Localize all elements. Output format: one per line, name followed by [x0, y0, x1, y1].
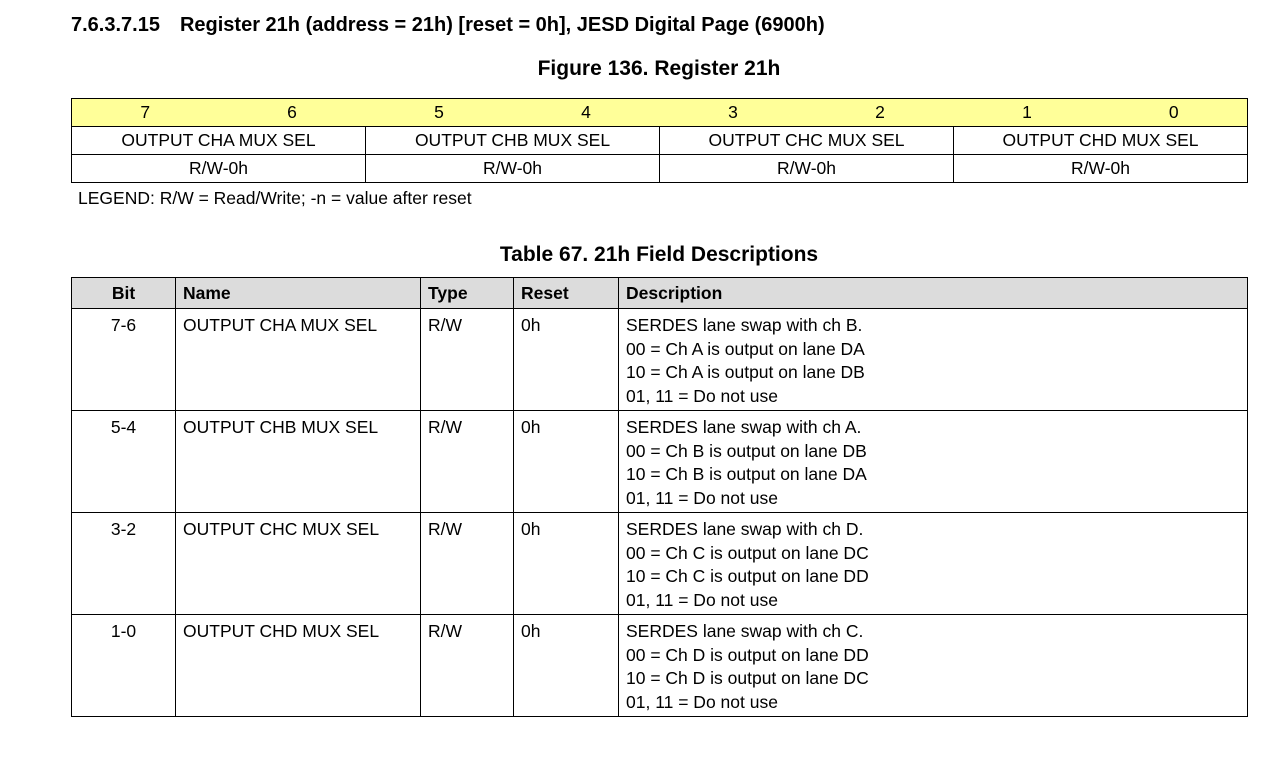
table-title: Table 67. 21h Field Descriptions [499, 243, 819, 266]
header-reset: Reset [514, 278, 619, 309]
description-line: 00 = Ch A is output on lane DA [626, 338, 865, 359]
cell-bit: 1-0 [72, 615, 176, 717]
description-line: 01, 11 = Do not use [626, 487, 778, 508]
section-heading [71, 14, 825, 37]
description-line: SERDES lane swap with ch A. [626, 417, 862, 437]
header-name: Name [176, 278, 421, 309]
cell-name: OUTPUT CHA MUX SEL [176, 309, 421, 411]
figure-title: Figure 136. Register 21h [537, 57, 781, 80]
bit-number: 2 [807, 99, 954, 127]
field-descriptions-table [71, 277, 1248, 717]
figure-legend: LEGEND: R/W = Read/Write; -n = value after reset [78, 188, 472, 208]
field-access-row [72, 155, 1248, 183]
cell-description [619, 513, 1248, 615]
description-line: 10 = Ch B is output on lane DA [626, 464, 867, 484]
cell-description [619, 411, 1248, 513]
cell-reset: 0h [514, 615, 619, 717]
description-line: 10 = Ch D is output on lane DC [626, 668, 869, 688]
cell-description [619, 309, 1248, 411]
cell-name: OUTPUT CHD MUX SEL [176, 615, 421, 717]
section-number: 7.6.3.7.15 [71, 14, 160, 36]
description-line: 10 = Ch A is output on lane DB [626, 362, 865, 382]
bit-number: 1 [954, 99, 1101, 127]
cell-reset: 0h [514, 513, 619, 615]
bit-number: 5 [366, 99, 513, 127]
field-name: OUTPUT CHC MUX SEL [660, 127, 954, 155]
field-access: R/W-0h [954, 155, 1248, 183]
cell-reset: 0h [514, 411, 619, 513]
description-line: 00 = Ch C is output on lane DC [626, 542, 869, 563]
cell-type: R/W [421, 309, 514, 411]
section-title: Register 21h (address = 21h) [reset = 0h], JESD Digital Page (6900h) [179, 14, 825, 36]
description-line: 00 = Ch B is output on lane DB [626, 440, 867, 461]
field-name: OUTPUT CHB MUX SEL [366, 127, 660, 155]
table-header-row [72, 278, 1248, 309]
description-line: 01, 11 = Do not use [626, 589, 778, 610]
field-name: OUTPUT CHD MUX SEL [954, 127, 1248, 155]
description-line: 01, 11 = Do not use [626, 385, 778, 406]
bit-number: 4 [513, 99, 660, 127]
field-name: OUTPUT CHA MUX SEL [72, 127, 366, 155]
description-line: SERDES lane swap with ch C. [626, 621, 864, 641]
table-row [72, 411, 1248, 513]
header-description: Description [619, 278, 1248, 309]
cell-type: R/W [421, 615, 514, 717]
field-access: R/W-0h [366, 155, 660, 183]
cell-bit: 5-4 [72, 411, 176, 513]
field-name-row [72, 127, 1248, 155]
bit-number: 0 [1101, 99, 1248, 127]
cell-type: R/W [421, 411, 514, 513]
bit-number-row [72, 99, 1248, 127]
table-row [72, 513, 1248, 615]
bit-number: 7 [72, 99, 219, 127]
cell-type: R/W [421, 513, 514, 615]
description-line: 01, 11 = Do not use [626, 691, 778, 712]
cell-bit: 3-2 [72, 513, 176, 615]
table-row [72, 615, 1248, 717]
header-type: Type [421, 278, 514, 309]
cell-description [619, 615, 1248, 717]
field-access: R/W-0h [660, 155, 954, 183]
bit-number: 3 [660, 99, 807, 127]
table-row [72, 309, 1248, 411]
field-access: R/W-0h [72, 155, 366, 183]
cell-bit: 7-6 [72, 309, 176, 411]
header-bit: Bit [72, 278, 176, 309]
cell-name: OUTPUT CHB MUX SEL [176, 411, 421, 513]
bit-number: 6 [219, 99, 366, 127]
description-line: 10 = Ch C is output on lane DD [626, 566, 869, 586]
description-line: SERDES lane swap with ch D. [626, 519, 864, 539]
cell-reset: 0h [514, 309, 619, 411]
description-line: 00 = Ch D is output on lane DD [626, 644, 869, 665]
cell-name: OUTPUT CHC MUX SEL [176, 513, 421, 615]
description-line: SERDES lane swap with ch B. [626, 315, 863, 335]
register-figure [71, 98, 1248, 183]
